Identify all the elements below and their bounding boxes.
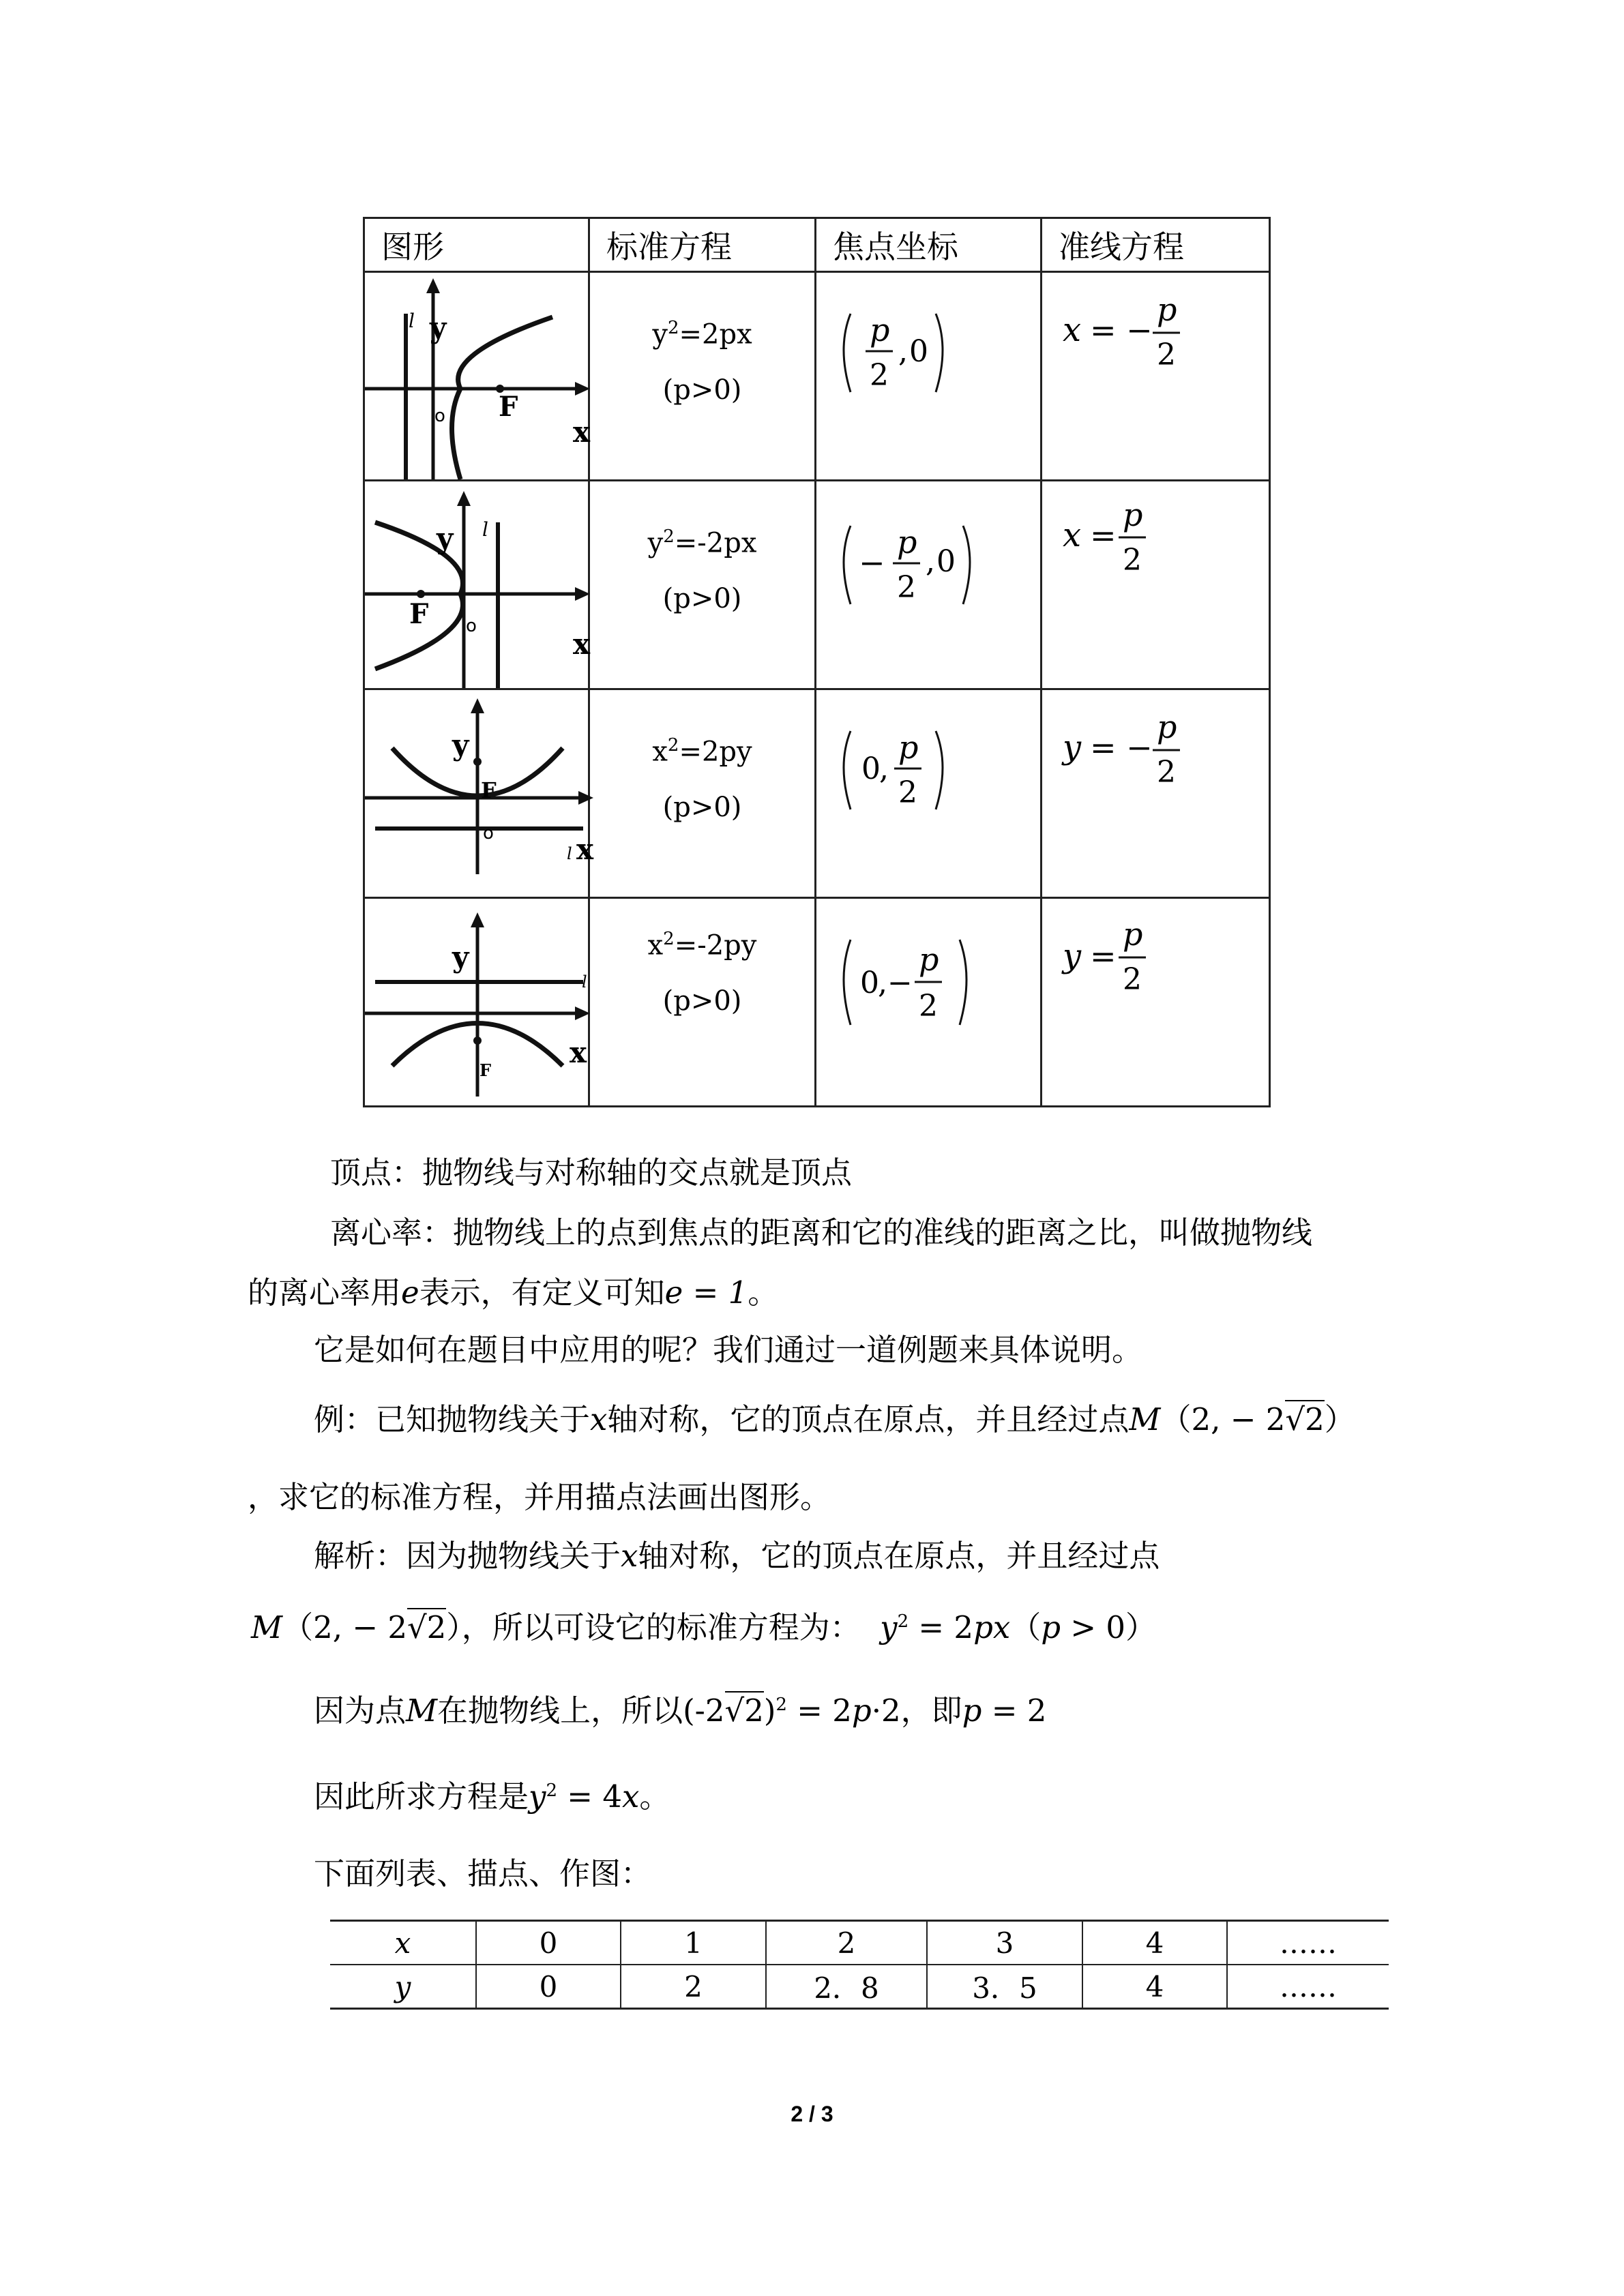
svg-text:x: x (1063, 516, 1082, 554)
header-focus: 焦点坐标 (816, 218, 1042, 272)
directrix-cell (1042, 689, 1270, 898)
directrix-equation (1042, 690, 1271, 897)
table-cell: 2 (766, 1921, 927, 1965)
standard-equation: $y^2=2px$ (p>0) (652, 318, 752, 406)
standard-equation: $x^2=-2py$ (p>0) (647, 929, 757, 1017)
graph-cell (364, 481, 589, 689)
table-cell: …… (1227, 1921, 1389, 1965)
svg-text:= −: = − (1090, 312, 1153, 348)
origin-label: o (466, 616, 477, 636)
axis-x-label: x (573, 627, 591, 661)
svg-text:y: y (1063, 728, 1082, 766)
table-cell: 2 (621, 1965, 766, 2009)
axis-y-label: y (430, 311, 447, 344)
equation-cell (589, 689, 816, 898)
table-cell: 3．5 (927, 1965, 1082, 2009)
focus-label: F (481, 777, 497, 803)
svg-text:p: p (1123, 916, 1143, 953)
svg-text:2: 2 (1157, 755, 1176, 790)
table-row (330, 1921, 1389, 1965)
directrix-equation (1042, 273, 1271, 479)
focus-coordinate (816, 481, 1042, 688)
parabola-standard-table (363, 217, 1271, 1107)
focus-label: F (499, 391, 518, 423)
eccentricity-line-1: 离心率：抛物线上的点到焦点的距离和它的准线的距离之比，叫做抛物线 (330, 1214, 1313, 1251)
page-number: 2 / 3 (791, 2102, 833, 2126)
parabola-up-graph (365, 690, 594, 897)
svg-text:p: p (1157, 709, 1177, 745)
svg-text:0: 0 (909, 334, 928, 369)
svg-text:=: = (1090, 517, 1117, 554)
directrix-label: l (409, 310, 415, 332)
directrix-cell (1042, 481, 1270, 689)
svg-text:p: p (1123, 496, 1143, 533)
svg-text:y: y (1063, 937, 1082, 975)
axis-y-label: y (452, 728, 469, 762)
svg-text:,: , (879, 751, 889, 786)
svg-text:2: 2 (1123, 543, 1142, 578)
svg-text:0: 0 (861, 751, 881, 786)
table-cell: 1 (621, 1921, 766, 1965)
focus-label: F (479, 1060, 492, 1080)
svg-text:0: 0 (860, 966, 879, 1000)
axis-x-label: x (570, 1036, 587, 1069)
graph-cell (364, 689, 594, 898)
equation-cell (589, 481, 816, 689)
solution-line-4: 因此所求方程是$y^2 = 4x$。 (314, 1778, 670, 1815)
focus-label: F (409, 598, 429, 630)
equation-cell (589, 898, 816, 1107)
example-line-2: ，求它的标准方程，并用描点法画出图形。 (248, 1479, 831, 1515)
values-table (330, 1920, 1389, 2010)
svg-text:x: x (1063, 311, 1082, 349)
directrix-equation (1042, 899, 1271, 1105)
vertex-paragraph: 顶点：抛物线与对称轴的交点就是顶点 (330, 1154, 853, 1191)
svg-text:2: 2 (897, 570, 916, 605)
axis-x-label: x (576, 833, 594, 866)
list-intro: 下面列表、描点、作图： (314, 1855, 652, 1892)
directrix-label: l (567, 844, 572, 863)
directrix-cell (1042, 898, 1270, 1107)
intro-paragraph: 它是如何在题目中应用的呢？我们通过一道例题来具体说明。 (314, 1332, 1143, 1368)
svg-text:p: p (1157, 291, 1177, 328)
solution-line-3: 因为点M在抛物线上，所以$(-2√2)^2 = 2p\cdot 2$，即p = 2 (314, 1693, 1047, 1729)
origin-label: o (483, 823, 494, 844)
directrix-equation (1042, 481, 1271, 688)
axis-y-label: y (437, 522, 454, 555)
svg-text:p: p (870, 312, 890, 348)
table-row (364, 272, 1270, 481)
example-line-1: 例：已知抛物线关于x轴对称，它的顶点在原点，并且经过点M（2, − 2√2） (314, 1401, 1355, 1437)
focus-cell (816, 898, 1042, 1107)
solution-line-1: 解析：因为抛物线关于x轴对称，它的顶点在原点，并且经过点 (314, 1538, 1160, 1574)
svg-text:p: p (897, 524, 917, 561)
table-row (330, 1965, 1389, 2009)
table-cell: 4 (1082, 1921, 1227, 1965)
table-cell: 0 (476, 1965, 621, 2009)
svg-text:=: = (1090, 938, 1117, 974)
focus-coordinate (816, 273, 1042, 479)
table-cell: 2．8 (766, 1965, 927, 2009)
table-cell: 3 (927, 1921, 1082, 1965)
svg-text:= −: = − (1090, 729, 1153, 766)
eccentricity-line-2: 的离心率用e表示，有定义可知e = 1。 (248, 1274, 779, 1311)
graph-cell (364, 898, 589, 1107)
table-row (364, 898, 1270, 1107)
svg-text:2: 2 (919, 989, 938, 1024)
svg-text:p: p (898, 729, 919, 766)
focus-coordinate (816, 690, 1042, 897)
header-directrix: 准线方程 (1042, 218, 1270, 272)
table-cell: 0 (476, 1921, 621, 1965)
axis-x-label: x (573, 415, 591, 449)
header-equation: 标准方程 (589, 218, 816, 272)
directrix-label: l (582, 972, 587, 992)
row-label-y: y (330, 1965, 476, 2009)
axis-y-label: y (452, 940, 469, 974)
table-row (364, 481, 1270, 689)
svg-text:2: 2 (1157, 338, 1176, 372)
table-cell: 4 (1082, 1965, 1227, 2009)
focus-cell (816, 272, 1042, 481)
row-label-x: x (330, 1921, 476, 1965)
equation-cell (589, 272, 816, 481)
svg-text:−: − (859, 544, 885, 581)
svg-text:2: 2 (870, 358, 889, 393)
header-graph: 图形 (364, 218, 589, 272)
standard-equation: $y^2=-2px$ (p>0) (647, 526, 757, 615)
parabola-down-graph (365, 899, 590, 1105)
svg-text:−: − (887, 966, 913, 1000)
svg-text:,: , (898, 334, 908, 369)
directrix-label: l (482, 518, 488, 541)
parabola-left-graph (365, 481, 590, 688)
focus-cell (816, 689, 1042, 898)
table-cell: …… (1227, 1965, 1389, 2009)
graph-cell (364, 272, 589, 481)
svg-text:2: 2 (898, 775, 917, 810)
standard-equation: $x^2=2py$ (p>0) (652, 735, 752, 824)
directrix-cell (1042, 272, 1270, 481)
svg-text:2: 2 (1123, 962, 1142, 997)
svg-text:,: , (878, 966, 887, 1000)
focus-coordinate (816, 899, 1042, 1105)
focus-cell (816, 481, 1042, 689)
svg-text:0: 0 (936, 544, 956, 579)
parabola-right-graph (365, 273, 590, 479)
solution-line-2: M（2, − 2√2），所以可设它的标准方程为： $y^2 = 2px(p > 0)$ (251, 1609, 1157, 1645)
table-header-row (364, 218, 1270, 272)
table-row (364, 689, 1270, 898)
svg-text:,: , (926, 544, 935, 579)
origin-label: o (434, 406, 445, 426)
svg-text:p: p (919, 941, 939, 978)
